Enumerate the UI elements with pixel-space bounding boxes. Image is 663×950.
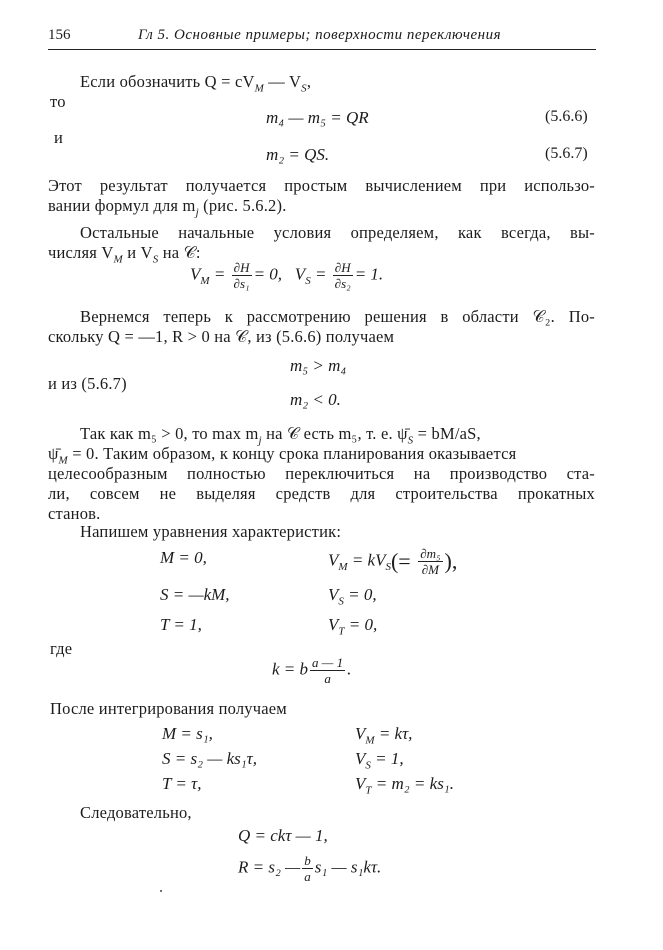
text-line: и из (5.6.7) (48, 374, 127, 393)
equation: M = 0, (160, 548, 207, 567)
text-line: вании формул для $m_j$ (рис. 5.6.2). (48, 196, 287, 219)
equation: m₅ > m₄ (290, 356, 347, 375)
equation: R = s₂ — $\frac{b}{a}$ s₁ — s₁kτ. (238, 853, 382, 884)
text-line: скольку Q = —1, R > 0 на 𝒞, из (5.6.6) получаем (48, 327, 395, 346)
equation: m₄ — m₅ = QR (266, 108, 369, 127)
text-line: целесообразным полностью переключиться на производство ста- (48, 464, 595, 483)
equation: $V_S = 1$, (355, 749, 404, 772)
equation: $V_S = 0$, (328, 585, 377, 608)
equation: T = 1, (160, 615, 202, 634)
equation: $V_T = 0$, (328, 615, 378, 638)
text-line: Вернемся теперь к рассмотрению решения в области 𝒞₂. По- (80, 307, 595, 326)
equation: $V_M = k\tau$, (355, 724, 413, 747)
page-number: 156 (48, 27, 71, 43)
text-line: Напишем уравнения характеристик: (80, 522, 342, 541)
equation: S = —kM, (160, 585, 230, 604)
equation: T = τ, (162, 774, 202, 793)
text-line: Так как m₅ > 0, то $\max m_j$ на 𝒞 есть m₅, т. е. $\psī_S = bM/aS$, (80, 424, 481, 447)
text-line: ли, совсем не выделяя средств для строительства прокатных (48, 484, 595, 503)
equation: S = s₂ — ks₁τ, (162, 749, 258, 768)
text-line: $\psī_M = 0$. Таким образом, к концу срока планирования оказывается (48, 444, 517, 467)
text-line: числяя $V_M$ и $V_S$ на 𝒞: (48, 243, 201, 266)
equation: $V_T = m_2 = ks_1$. (355, 774, 454, 797)
equation: Q = ckτ — 1, (238, 826, 328, 845)
equation-number: (5.6.7) (545, 145, 588, 162)
text-word: то (50, 92, 66, 111)
header-rule (48, 49, 596, 50)
text-line: станов. (48, 504, 101, 523)
equation-number: (5.6.6) (545, 108, 588, 125)
text-line: Этот результат получается простым вычислением при использо- (48, 176, 595, 195)
text-word: где (50, 639, 73, 658)
text-line: После интегрирования получаем (50, 699, 287, 718)
running-title: Гл 5. Основные примеры; поверхности переключения (138, 27, 502, 43)
text-line: Если обозначить $Q = cV_M$ — $V_S$, (80, 72, 312, 95)
equation: k = b $\frac{a — 1}{a}$ . (272, 655, 352, 686)
equation: M = s₁, (162, 724, 213, 743)
equation: m₂ < 0. (290, 390, 341, 409)
text-line: Остальные начальные условия определяем, как всегда, вы- (80, 223, 595, 242)
text-line: Следовательно, (80, 803, 192, 822)
equation: m₂ = QS. (266, 145, 330, 164)
equation: $V_M$ = $\frac{\partial H}{\text{∂s₁}}$ = 0, $V_S$ = $\frac{\partial H}{\text{∂s₂}}$ = 1. (190, 260, 384, 291)
printing-speck (160, 890, 162, 892)
equation: $V_M = kV_S(=$ $\frac{\text{∂m₅}}{\partial M}$ ), (328, 546, 458, 577)
text-word: и (54, 128, 64, 147)
